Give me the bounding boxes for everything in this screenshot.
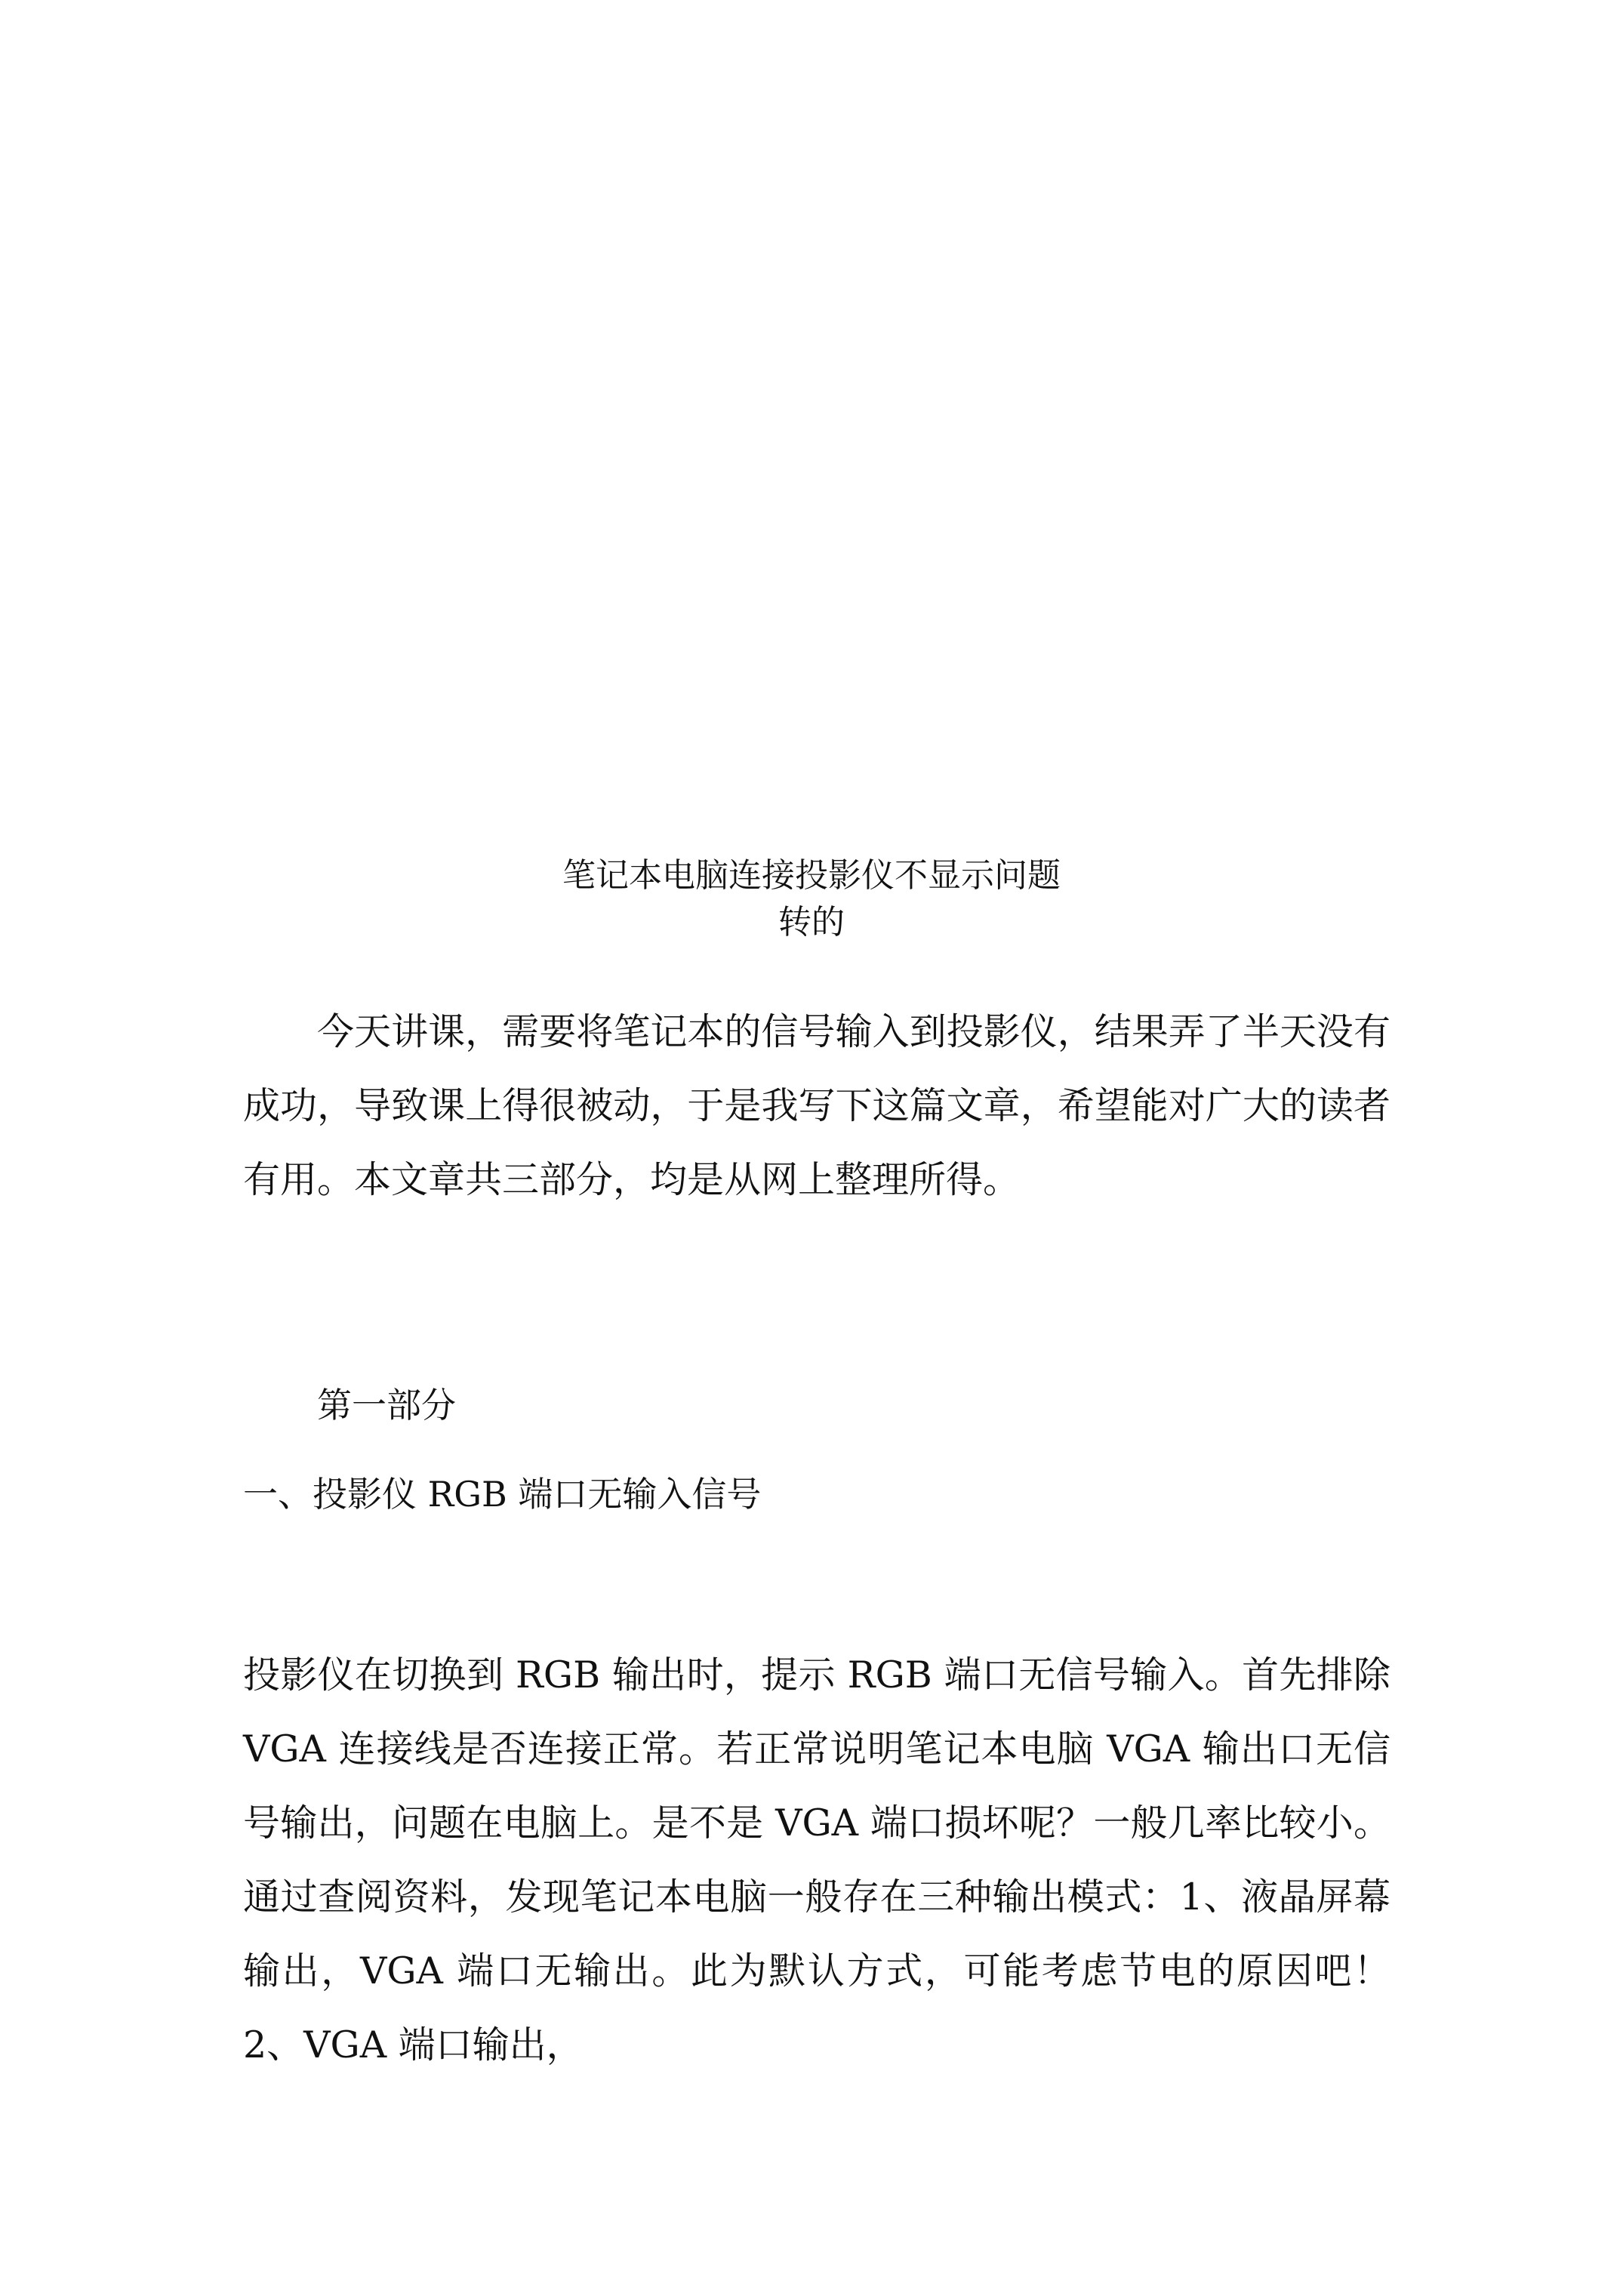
- body-text: 投影仪在切换到 RGB 输出时，提示 RGB 端口无信号输入。首先排除 VGA 连接线是否连接正常。若正常说明笔记本电脑 VGA 输出口无信号输出，问题在电脑上。是不是 VGA 端口损坏呢？一般几率比较小。通过查阅资料，发现笔记本电脑一般存在三种输出模式：1、液晶屏幕输出，VGA 端口无输出。此为默认方式，可能考虑节电的原因吧！2、VGA 端口输出，: [243, 1653, 1390, 2066]
- body-paragraph: [243, 1638, 1390, 2082]
- intro-text: 今天讲课，需要将笔记本的信号输入到投影仪，结果弄了半天没有成功，导致课上得很被动，于是我写下这篇文章，希望能对广大的读者有用。本文章共三部分，均是从网上整理所得。: [243, 1010, 1390, 1201]
- part-heading: 第一部分: [317, 1385, 456, 1425]
- intro-paragraph: [243, 995, 1390, 1217]
- section-heading: 一、投影仪 RGB 端口无输入信号: [243, 1474, 762, 1515]
- document-subtitle: 转的: [778, 903, 845, 942]
- document-title: 笔记本电脑连接投影仪不显示问题: [562, 856, 1061, 895]
